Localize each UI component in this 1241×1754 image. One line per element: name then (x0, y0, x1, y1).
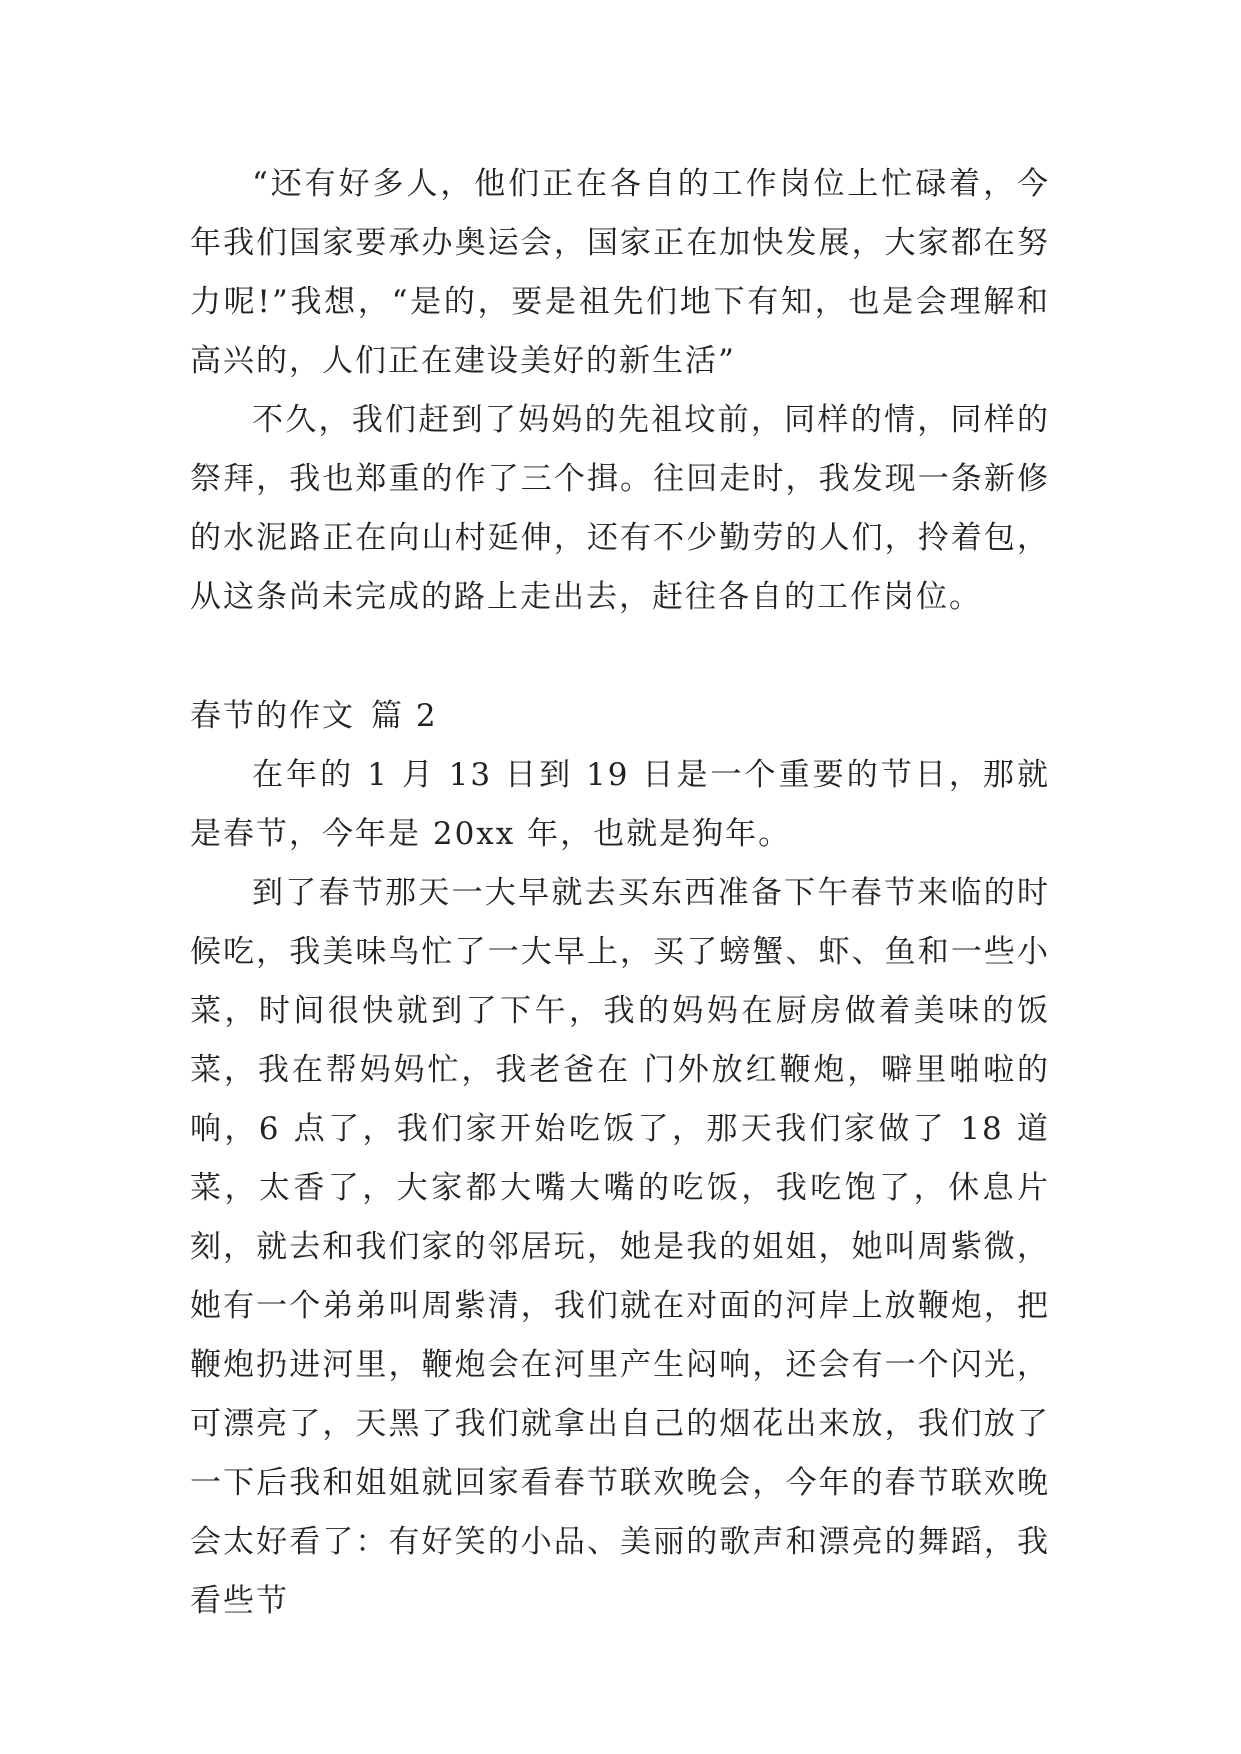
paragraph-1: “还有好多人，他们正在各自的工作岗位上忙碌着，今年我们国家要承办奥运会，国家正在加快发展，大家都在努力呢!”我想，“是的，要是祖先们地下有知，也是会理解和高兴的，人们正在建设美好的新生活” (190, 166, 1050, 379)
section-number: 篇 2 (371, 698, 438, 734)
paragraph-2: 不久，我们赶到了妈妈的先祖坟前，同样的情，同样的祭拜，我也郑重的作了三个揖。往回走时，我发现一条新修的水泥路正在向山村延伸，还有不少勤劳的人们，拎着包，从这条尚未完成的路上走出去，赶往各自的工作岗位。 (190, 402, 1050, 615)
section-title: 春节的作文 (190, 698, 355, 734)
document-body (190, 155, 1050, 1631)
paragraph-4: 到了春节那天一大早就去买东西准备下午春节来临的时候吃，我美味鸟忙了一大早上，买了螃蟹、虾、鱼和一些小菜，时间很快就到了下午，我的妈妈在厨房做着美味的饭菜，我在帮妈妈忙，我老爸在 门外放红鞭炮，噼里啪啦的响，6 点了，我们家开始吃饭了，那天我们家做了 18 道菜，太香了，大家都大嘴大嘴的吃饭，我吃饱了，休息片刻，就去和我们家的邻居玩，她是我的姐姐，她叫周紫微，她有一个弟弟叫周紫清，我们就在对面的河岸上放鞭炮，把鞭炮扔进河里，鞭炮会在河里产生闷响，还会有一个闪光，可漂亮了，天黑了我们就拿出自己的烟花出来放，我们放了一下后我和姐姐就回家看春节联欢晚会，今年的春节联欢晚会太好看了：有好笑的小品、美丽的歌声和漂亮的舞蹈，我看些节 (190, 875, 1050, 1619)
paragraph-3: 在年的 1 月 13 日到 19 日是一个重要的节日，那就是春节，今年是 20xx 年，也就是狗年。 (190, 757, 1050, 852)
section-heading (190, 687, 1050, 746)
